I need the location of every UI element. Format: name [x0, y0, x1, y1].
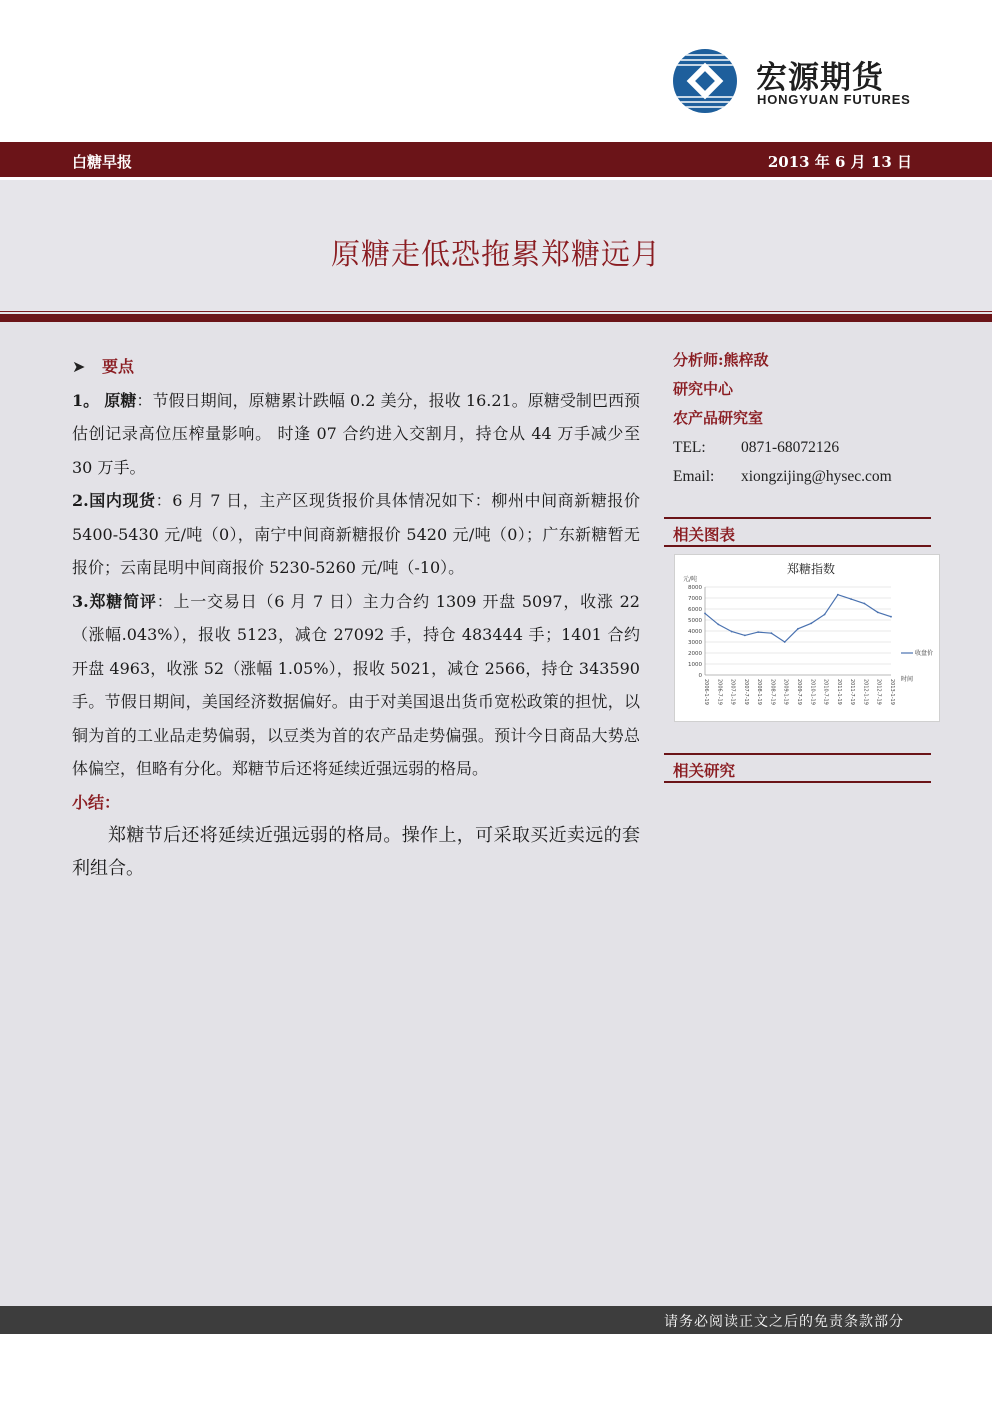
summary-heading: 小结：	[72, 792, 121, 812]
series-line	[705, 595, 891, 642]
y-tick-label: 4000	[688, 629, 702, 635]
x-tick-label: 2009-7-19	[796, 679, 802, 705]
y-tick-label: 8000	[688, 585, 702, 591]
page-title: 原糖走低恐拖累郑糖远月	[330, 237, 661, 271]
y-tick-label: 7000	[688, 596, 702, 602]
point-text: ：节假日期间，原糖累计跌幅 0.2 美分，报收 16.21。原糖受制巴西预估创记录高位压榨量影响。 时逢 07 合约进入交割月，持仓从 44 万手减少至 30 万手。	[72, 390, 640, 477]
report-date: 2013 年 6 月 13 日	[767, 153, 912, 171]
email-value[interactable]: xiongzijing@hysec.com	[741, 468, 892, 485]
main-content	[72, 350, 640, 885]
x-tick-label: 2011-7-19	[849, 679, 856, 705]
point-number: 1。	[72, 390, 100, 410]
data-point	[877, 611, 879, 613]
x-tick-label: 2007-1-19	[729, 679, 736, 705]
title-divider-thick	[0, 314, 992, 322]
analyst-name: 分析师:熊梓敌	[673, 351, 769, 369]
data-point	[784, 641, 786, 643]
related-research-label: 相关研究	[673, 761, 736, 780]
x-tick-label: 2006-1-19	[703, 679, 709, 705]
summary-text: 郑糖节后还将延续近强远弱的格局。操作上，可采取买近卖远的套利组合。	[72, 825, 640, 879]
chart-svg	[675, 555, 941, 723]
y-tick-label: 1000	[688, 662, 702, 668]
logo-name-en: HONGYUAN FUTURES	[757, 92, 911, 107]
x-tick-label: 2012-7-19	[875, 679, 882, 705]
chart-title: 郑糖指数	[786, 562, 836, 576]
x-tick-label: 2012-1-19	[862, 679, 869, 705]
point-1	[72, 384, 640, 485]
disclaimer-text: 请务必阅读正文之后的免责条款部分	[664, 1314, 904, 1330]
x-axis-label: 时间	[901, 676, 914, 683]
point-3	[72, 585, 640, 786]
y-tick-label: 6000	[688, 607, 702, 613]
zhengtang-index-chart	[674, 554, 940, 722]
point-2	[72, 484, 640, 585]
legend-label: 收盘价	[915, 650, 934, 657]
data-point	[864, 603, 866, 605]
email-row	[673, 462, 931, 491]
y-tick-label: 3000	[688, 640, 702, 646]
data-point	[810, 622, 812, 624]
data-point	[731, 631, 733, 633]
x-tick-label: 2011-1-19	[835, 679, 842, 705]
x-tick-label: 2007-7-19	[742, 679, 749, 705]
report-type: 白糖早报	[72, 153, 133, 171]
x-tick-label: 2010-1-19	[809, 679, 816, 705]
data-point	[757, 631, 759, 633]
x-tick-label: 2006-7-19	[716, 679, 723, 705]
point-label: 郑糖简评	[88, 591, 157, 611]
point-label: 国内现货	[88, 491, 156, 510]
data-point	[704, 613, 706, 615]
x-tick-label: 2010-7-19	[822, 679, 829, 705]
arrow-bullet-icon: ➤	[72, 357, 86, 376]
department-1: 研究中心	[673, 380, 734, 398]
email-label: Email:	[673, 468, 715, 485]
x-tick-label: 2008-7-19	[769, 679, 776, 705]
sidebar	[673, 346, 931, 491]
related-charts-label: 相关图表	[673, 525, 736, 544]
company-logo	[672, 48, 922, 114]
footer-bar	[0, 1306, 992, 1334]
data-point	[850, 598, 852, 600]
x-tick-label: 2008-1-19	[756, 679, 763, 705]
related-charts-heading	[664, 517, 931, 547]
data-point	[824, 614, 826, 616]
point-number: 3.	[72, 591, 89, 611]
logo-emblem-icon	[672, 48, 738, 114]
logo-name-cn: 宏源期货	[756, 60, 884, 96]
tel-value: 0871-68072126	[741, 439, 840, 456]
point-number: 2.	[72, 491, 89, 510]
x-tick-label: 2013-1-19	[889, 679, 895, 705]
y-tick-label: 0	[698, 673, 702, 679]
x-tick-label: 2009-1-19	[782, 679, 789, 705]
key-points-heading: ➤ 要点	[72, 350, 640, 384]
data-point	[744, 635, 746, 637]
tel-label: TEL:	[673, 439, 706, 456]
related-research-heading	[664, 753, 931, 783]
data-point	[837, 594, 839, 596]
department-2: 农产品研究室	[673, 409, 764, 427]
tel-row	[673, 433, 931, 462]
header-band	[0, 142, 992, 180]
data-point	[717, 624, 719, 626]
title-divider-thin	[0, 311, 992, 312]
point-text: ：上一交易日（6 月 7 日）主力合约 1309 开盘 5097，收涨 22（涨幅.043%），报收 5123，减仓 27092 手，持仓 483444 手；1401 合约开盘 4963，收涨 52（涨幅 1.05%），报收 5021，减仓 2566，持仓 343590 手。节假日期间，美国经济数据偏好。由于对美国退出货币宽松政策的担忧，以铜为首的工业品走势偏弱，以豆类为首的农产品走势偏强。预计今日商品大势总体偏空，但略有分化。郑糖节后还将延续近强远弱的格局。	[72, 591, 640, 778]
y-tick-label: 2000	[688, 651, 702, 657]
data-point	[771, 632, 773, 634]
y-tick-label: 5000	[688, 618, 702, 624]
data-point	[890, 616, 892, 618]
y-axis-label: 元/吨	[683, 576, 698, 583]
data-point	[797, 628, 799, 630]
point-label: 原糖	[104, 390, 137, 410]
point-text: ：6 月 7 日，主产区现货报价具体情况如下：柳州中间商新糖报价 5400-5430 元/吨（0），南宁中间商新糖报价 5420 元/吨（0）；广东新糖暂无报价；云南昆明中间商报价 5230-5260 元/吨（-10）。	[72, 491, 640, 577]
